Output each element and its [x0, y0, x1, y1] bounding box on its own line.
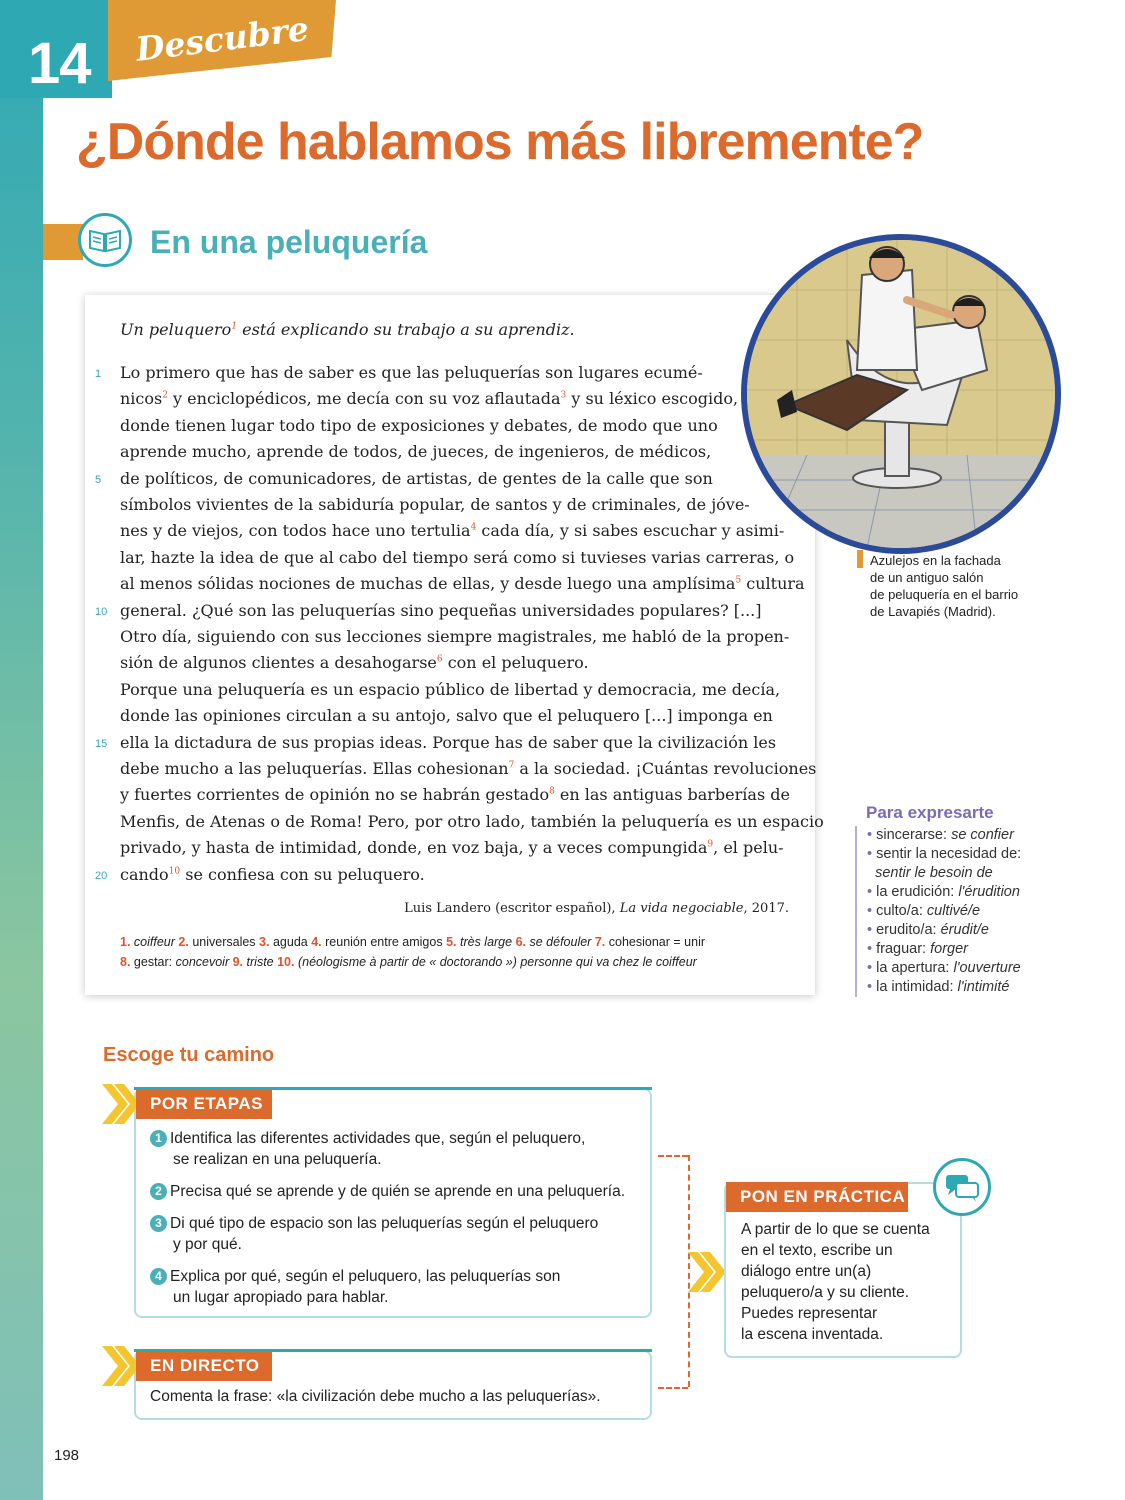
- text-line: donde tienen lugar todo tipo de exposiciones y debates, de modo que uno: [120, 415, 718, 435]
- side-color-strip: [0, 0, 43, 1500]
- chevron-right-icon: [686, 1250, 726, 1294]
- por-etapas-label: POR ETAPAS: [136, 1089, 272, 1119]
- text-line: sión de algunos clientes a desahogarse$^6$ con el peluquero.: [120, 653, 589, 673]
- text-line: privado, y hasta de intimidad, donde, en voz baja, y a veces compungida$^9$, el pelu-: [120, 838, 784, 858]
- text-line: y fuertes corrientes de opinión no se habrán gestado$^8$ en las antiguas barberías de: [120, 785, 790, 805]
- text-line: Otro día, siguiendo con sus lecciones siempre magistrales, me habló de la propen-: [120, 627, 790, 646]
- text-line: de políticos, de comunicadores, de artistas, de gentes de la calle que son: [120, 468, 713, 488]
- text-line: donde las opiniones circulan a su antojo, salvo que el peluquero [...] imponga en: [120, 706, 773, 726]
- vocab-item: • la apertura: l'ouverture: [867, 960, 1021, 976]
- text-line: ella la dictadura de sus propias ideas. Porque has de saber que la civilización les: [120, 732, 777, 752]
- book-icon: [78, 213, 132, 267]
- text-line: lar, hazte la idea de que al cabo del tiempo será como si tuvieses varias carreras, o: [120, 547, 795, 567]
- en-directo-text: Comenta la frase: «la civilización debe mucho a las peluquerías».: [150, 1388, 601, 1405]
- text-line: Lo primero que has de saber es que las peluquerías son lugares ecumé-: [120, 363, 703, 382]
- page-title: ¿Dónde hablamos más libremente?: [76, 113, 924, 171]
- connector-line: [658, 1155, 688, 1157]
- vocab-item: • fraguar: forger: [867, 941, 969, 957]
- line-number: 15: [95, 737, 108, 750]
- line-number: 5: [95, 473, 102, 486]
- vocab-item: • la intimidad: l'intimité: [867, 979, 1010, 995]
- text-line: nes y de viejos, con todos hace uno tertulia$^4$ cada día, y si sabes escuchar y asimi-: [120, 521, 785, 541]
- text-line: nicos$^2$ y enciclopédicos, me decía con su voz aflautada$^3$ y su léxico escogido,: [120, 389, 739, 409]
- text-line: símbolos vivientes de la sabiduría popular, de santos y de criminales, de jóve-: [120, 495, 750, 514]
- step-3: 3 Di qué tipo de espacio son las peluquerías según el peluquero y por qué.: [150, 1213, 598, 1255]
- image-caption: Azulejos en la fachada de un antiguo salón de peluquería en el barrio de Lavapiés (Madrid).: [870, 553, 1019, 619]
- text-line: cando$^{10}$ se confiesa con su peluquero.: [120, 864, 425, 884]
- section-accent-bar: [43, 224, 83, 260]
- speech-bubble-icon: [933, 1158, 991, 1216]
- chevron-right-icon: [100, 1082, 140, 1126]
- text-line: general. ¿Qué son las peluquerías sino pequeñas universidades populares? [...]: [120, 600, 762, 620]
- reading-intro: Un peluquero$^1$ está explicando su trabajo a su aprendiz.: [120, 320, 575, 339]
- line-number: 10: [95, 605, 108, 618]
- connector-line: [658, 1387, 688, 1389]
- step-1: 1 Identifica las diferentes actividades que, según el peluquero, se realizan en una peluquería.: [150, 1128, 585, 1170]
- text-line: Porque una peluquería es un espacio público de libertad y democracia, me decía,: [120, 679, 781, 699]
- escoge-heading: Escoge tu camino: [103, 1044, 275, 1066]
- unit-number: 14: [28, 31, 91, 96]
- text-line: Menfis, de Atenas o de Roma! Pero, por otro lado, también la peluquería es un espacio: [120, 811, 824, 831]
- text-line: debe mucho a las peluquerías. Ellas cohesionan$^7$ a la sociedad. ¡Cuántas revoluciones: [120, 759, 817, 778]
- para-expresarte-list: [855, 826, 1021, 997]
- barber-tile-image: [741, 234, 1061, 554]
- pon-en-practica-label: PON EN PRÁCTICA: [726, 1182, 908, 1212]
- vocab-item: • sentir la necesidad de: sentir le besoin de: [867, 846, 1022, 881]
- line-number: 20: [95, 869, 108, 882]
- section-label: Descubre: [133, 8, 311, 69]
- vocab-item: • la erudición: l'érudition: [867, 884, 1020, 900]
- chevron-right-icon: [100, 1344, 140, 1388]
- en-directo-label: EN DIRECTO: [136, 1351, 272, 1381]
- pon-en-practica-text: A partir de lo que se cuenta en el texto, escribe un diálogo entre un(a) peluquero/a y su cliente. Puedes representar la escena inventada.: [741, 1221, 930, 1343]
- caption-accent: [857, 550, 863, 568]
- step-4: 4 Explica por qué, según el peluquero, las peluquerías son un lugar apropiado para hablar.: [150, 1266, 560, 1308]
- page-number: 198: [54, 1447, 80, 1464]
- step-2: 2 Precisa qué se aprende y de quién se aprende en una peluquería.: [150, 1181, 625, 1202]
- text-line: aprende mucho, aprende de todos, de jueces, de ingenieros, de médicos,: [120, 442, 712, 462]
- vocab-item: • sincerarse: se confier: [867, 827, 1014, 843]
- vocab-item: • culto/a: cultivé/e: [867, 903, 981, 919]
- author-credit: Luis Landero (escritor español), La vida negociable, 2017.: [404, 901, 789, 916]
- section-title: En una peluquería: [150, 224, 428, 260]
- para-expresarte-title: Para expresarte: [866, 803, 994, 822]
- glossary-line: 1. coiffeur 2. universales 3. aguda 4. reunión entre amigos 5. très large 6. se défouler 7. cohesionar = unir: [120, 935, 706, 949]
- text-line: al menos sólidas nociones de muchas de ellas, y desde luego una amplísima$^5$ cultura: [120, 574, 805, 594]
- vocab-item: • erudito/a: érudit/e: [867, 922, 989, 938]
- glossary-line: 8. gestar: concevoir 9. triste 10. (néologisme à partir de « doctorando ») personne qui va chez le coiffeur: [120, 955, 697, 969]
- line-number: 1: [95, 368, 102, 380]
